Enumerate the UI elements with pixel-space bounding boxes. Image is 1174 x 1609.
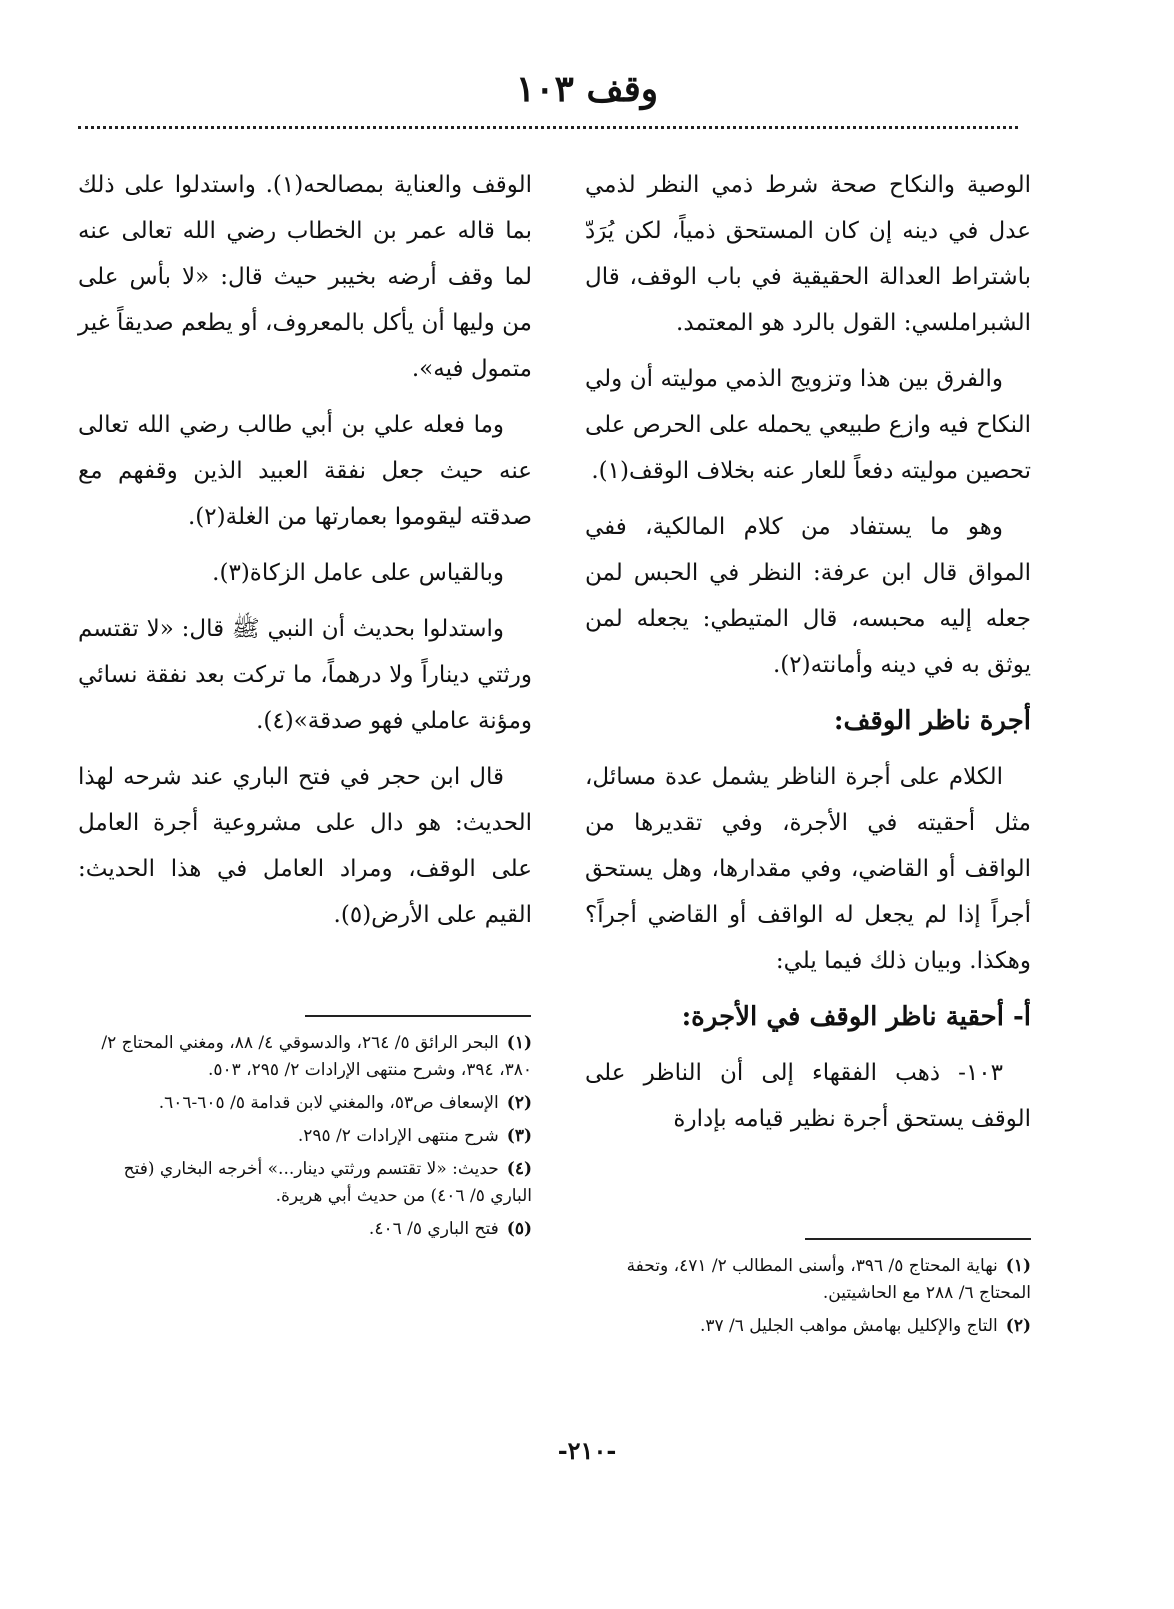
header-dotted-rule <box>78 126 1018 129</box>
paragraph: قال ابن حجر في فتح الباري عند شرحه لهذا الحديث: هو دال على مشروعية أجرة العامل على الوقف، ومراد العامل في هذا الحديث: القيم على الأرض(٥). <box>78 764 532 928</box>
section-heading: أجرة ناظر الوقف: <box>833 706 1031 736</box>
footnote: (٢)التاج والإكليل بهامش مواهب الجليل ٦/ ٣٧. <box>699 1316 1031 1336</box>
footnote-separator <box>305 1015 531 1017</box>
paragraph: وهو ما يستفاد من كلام المالكية، ففي المواق قال ابن عرفة: النظر في الحبس لمن جعله إليه محبسه، قال المتيطي: يجعله لمن يوثق به في دينه وأمانته(٢). <box>585 514 1031 678</box>
right-footnotes <box>585 1253 1031 1346</box>
footnote: (٢)الإسعاف ص٥٣، والمغني لابن قدامة ٥/ ٦٠٥-٦٠٦. <box>158 1093 532 1113</box>
paragraph: وما فعله علي بن أبي طالب رضي الله تعالى عنه حيث جعل نفقة العبيد الذين وقفهم مع صدقته ليقوموا بعمارتها من الغلة(٢). <box>78 412 532 530</box>
paragraph: الوصية والنكاح صحة شرط ذمي النظر لذمي عدل في دينه إن كان المستحق ذمياً، لكن يُرَدّ باشتراط العدالة الحقيقية في باب الوقف، قال الشبراملسي: القول بالرد هو المعتمد. <box>585 172 1031 336</box>
paragraph: واستدلوا بحديث أن النبي ﷺ قال: «لا تقتسم ورثتي ديناراً ولا درهماً، ما تركت بعد نفقة نسائي ومؤنة عاملي فهو صدقة»(٤). <box>78 616 532 734</box>
footnote: (١)البحر الرائق ٥/ ٢٦٤، والدسوقي ٤/ ٨٨، ومغني المحتاج ٢/ ٣٨٠، ٣٩٤، وشرح منتهى الإرادات ٢/ ٢٩٥، ٥٠٣. <box>101 1033 532 1080</box>
subsection-heading: أ- أحقية ناظر الوقف في الأجرة: <box>681 1002 1031 1032</box>
paragraph: الكلام على أجرة الناظر يشمل عدة مسائل، مثل أحقيته في الأجرة، وفي تقديرها من الواقف أو القاضي، وفي مقدارها، وهل يستحق أجراً إذا لم يجعل له الواقف أو القاضي أجراً؟ وهكذا. وبيان ذلك فيما يلي: <box>585 764 1031 974</box>
footnote: (٣)شرح منتهى الإرادات ٢/ ٢٩٥. <box>297 1126 532 1146</box>
paragraph: ١٠٣- ذهب الفقهاء إلى أن الناظر على الوقف يستحق أجرة نظير قيامه بإدارة <box>585 1060 1031 1132</box>
left-footnotes <box>78 1030 532 1249</box>
left-column <box>78 162 532 948</box>
footnote: (١)نهاية المحتاج ٥/ ٣٩٦، وأسنى المطالب ٢/ ٤٧١، وتحفة المحتاج ٦/ ٢٨٨ مع الحاشيتين. <box>626 1256 1031 1303</box>
footnote-separator <box>805 1238 1031 1240</box>
footnote: (٥)فتح الباري ٥/ ٤٠٦. <box>368 1219 532 1239</box>
footnote: (٤)حديث: «لا تقتسم ورثتي دينار...» أخرجه البخاري (فتح الباري ٥/ ٤٠٦) من حديث أبي هريرة. <box>123 1159 532 1206</box>
paragraph: وبالقياس على عامل الزكاة(٣). <box>212 560 504 586</box>
paragraph: الوقف والعناية بمصالحه(١). واستدلوا على ذلك بما قاله عمر بن الخطاب رضي الله تعالى عنه لما وقف أرضه بخيبر حيث قال: «لا بأس على من وليها أن يأكل بالمعروف، أو يطعم صديقاً غير متمول فيه». <box>78 172 532 382</box>
paragraph: والفرق بين هذا وتزويج الذمي موليته أن ولي النكاح فيه وازع طبيعي يحمله على الحرص على تحصين موليته دفعاً للعار عنه بخلاف الوقف(١). <box>585 366 1031 484</box>
running-header: وقف ١٠٣ <box>515 68 659 110</box>
page-number: -٢١٠- <box>557 1436 617 1465</box>
right-column <box>585 162 1031 1152</box>
